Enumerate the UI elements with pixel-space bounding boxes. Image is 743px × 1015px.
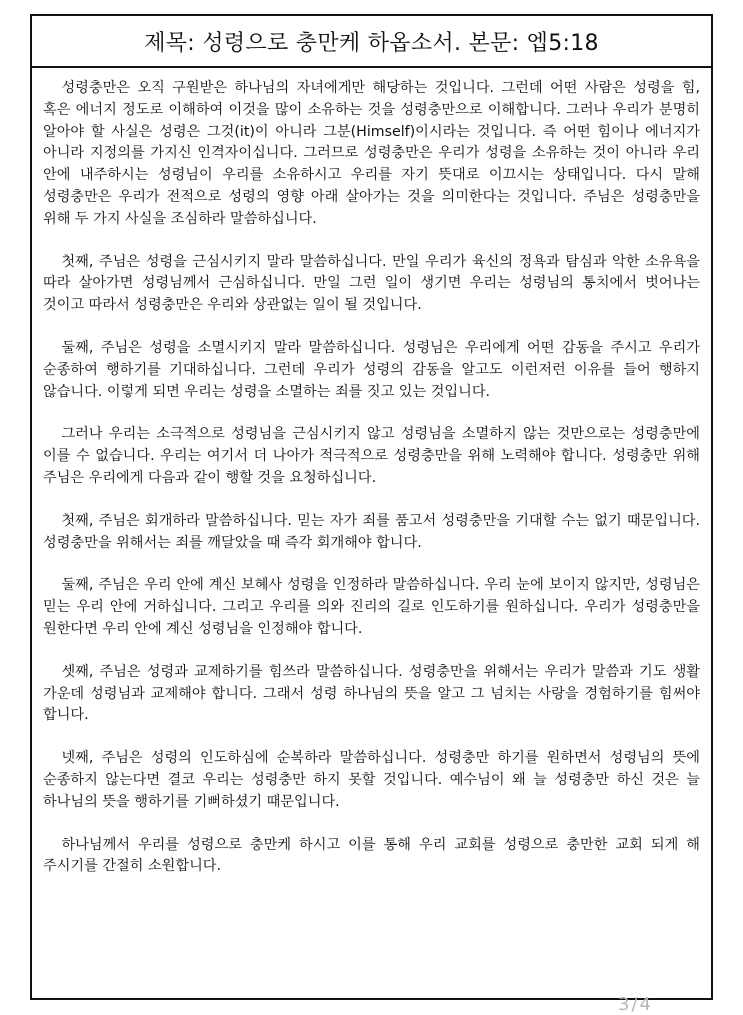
paragraph-transition: 그러나 우리는 소극적으로 성령님을 근심시키지 않고 성령님을 소멸하지 않는 것만으로는 성령충만에 이를 수 없습니다. 우리는 여기서 더 나아가 적극적으로 성령충만을 위해 노력해야 합니다. 성령충만 위해 주님은 우리에게 다음과 같이 행할 것을 요청하십니다. <box>43 426 700 486</box>
paragraph-obey: 넷째, 주님은 성령의 인도하심에 순복하라 말씀하십니다. 성령충만 하기를 원하면서 성령님의 뜻에 순종하지 않는다면 결코 우리는 성령충만 하지 못할 것입니다. 예수님이 왜 늘 성령충만 하신 것은 늘 하나님의 뜻을 행하기를 기뻐하셨기 때문입니다. <box>43 750 700 810</box>
sermon-sheet <box>30 14 713 1000</box>
paragraph-acknowledge: 둘째, 주님은 우리 안에 계신 보혜사 성령을 인정하라 말씀하십니다. 우리 눈에 보이지 않지만, 성령님은 믿는 우리 안에 거하십니다. 그리고 우리를 의와 진리의 길로 인도하기를 원하십니다. 우리가 성령충만을 원한다면 우리 안에 계신 성령님을 인정해야 합니다. <box>43 577 700 637</box>
title-bar <box>32 16 711 68</box>
page-number: 3/4 <box>618 994 653 1015</box>
paragraph-closing-prayer: 하나님께서 우리를 성령으로 충만케 하시고 이를 통해 우리 교회를 성령으로 충만한 교회 되게 해 주시기를 간절히 소원합니다. <box>43 836 700 875</box>
page-title: 제목: 성령으로 충만케 하옵소서. 본문: 엡5:18 <box>144 30 599 56</box>
paragraph-fellowship: 셋째, 주님은 성령과 교제하기를 힘쓰라 말씀하십니다. 성령충만을 위해서는 우리가 말씀과 기도 생활 가운데 성령님과 교제해야 합니다. 그래서 성령 하나님의 뜻을 알고 그 넘치는 사랑을 경험하기를 힘써야 합니다. <box>43 663 700 724</box>
paragraph-first-caution: 첫째, 주님은 성령을 근심시키지 말라 말씀하십니다. 만일 우리가 육신의 정욕과 탐심과 악한 소유욕을 따라 살아가면 성령님께서 근심하십니다. 만일 그런 일이 생기면 우리는 성령님의 통치에서 벗어나는 것이고 따라서 성령충만은 우리와 상관없는 일이 될 것입니다. <box>43 253 700 314</box>
paragraph-repent: 첫째, 주님은 회개하라 말씀하십니다. 믿는 자가 죄를 품고서 성령충만을 기대할 수는 없기 때문입니다. 성령충만을 위해서는 죄를 깨달았을 때 즉각 회개해야 합니다. <box>43 512 700 551</box>
paragraph-intro: 성령충만은 오직 구원받은 하나님의 자녀에게만 해당하는 것입니다. 그런데 어떤 사람은 성령을 힘, 혹은 에너지 정도로 이해하여 이것을 많이 소유하는 것을 성령충만으로 이해합니다. 그러나 우리가 분명히 알아야 할 사실은 성령은 그것(it)이 아니라 그분(Himself)이시라는 것입니다. 즉 어떤 힘이나 에너지가 아니라 지정의를 가지신 인격자이십니다. 그러므로 성령충만은 우리가 성령을 소유하는 것이 아니라 우리 안에 내주하시는 성령님이 우리를 소유하시고 우리를 자기 뜻대로 이끄시는 상태입니다. 다시 말해 성령충만은 우리가 전적으로 성령의 영향 아래 살아가는 것을 의미한다는 것입니다. 주님은 성령충만을 위해 두 가지 사실을 조심하라 말씀하십니다. <box>43 80 700 227</box>
paragraph-second-caution: 둘째, 주님은 성령을 소멸시키지 말라 말씀하십니다. 성령님은 우리에게 어떤 감동을 주시고 우리가 순종하여 행하기를 기대하십니다. 그런데 우리가 성령의 감동을 알고도 이런저런 이유를 들어 행하지 않습니다. 이렇게 되면 우리는 성령을 소멸하는 죄를 짓고 있는 것입니다. <box>43 339 700 400</box>
sermon-body <box>32 68 711 878</box>
